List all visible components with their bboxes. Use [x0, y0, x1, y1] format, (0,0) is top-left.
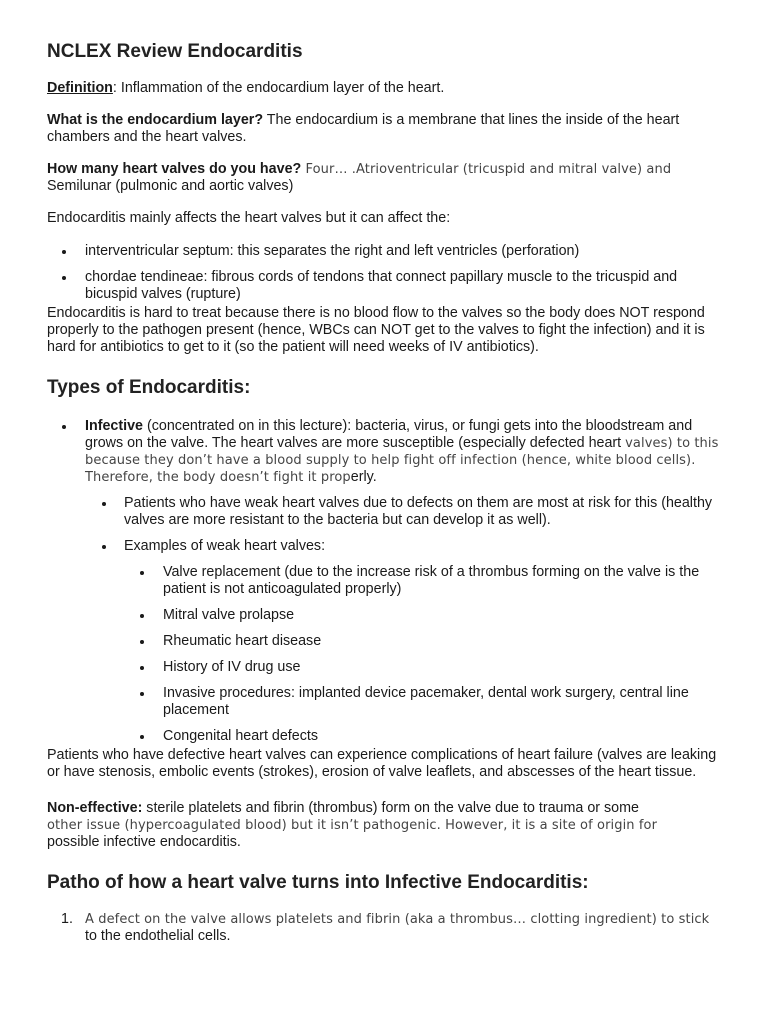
non-effective-label: Non-effective: — [47, 800, 143, 816]
bullet-icon — [140, 614, 144, 618]
bullet-icon — [140, 735, 144, 739]
patho-list — [47, 911, 722, 945]
endocardium-paragraph — [47, 112, 722, 146]
list-item: Examples of weak heart valves: — [47, 538, 722, 555]
page-title: NCLEX Review Endocarditis — [47, 41, 303, 62]
bullet-icon — [140, 666, 144, 670]
affects-list — [47, 243, 722, 303]
valves-question: How many heart valves do you have? — [47, 161, 302, 177]
list-item: Mitral valve prolapse — [47, 607, 722, 624]
definition-paragraph — [47, 80, 722, 97]
list-item: chordae tendineae: fibrous cords of tendons that connect papillary muscle to the tricuspid and bicuspid valves (rupture) — [47, 269, 722, 303]
bullet-icon — [102, 502, 106, 506]
list-item: interventricular septum: this separates the right and left ventricles (perforation) — [47, 243, 722, 260]
definition-label: Definition — [47, 80, 113, 96]
patho-heading: Patho of how a heart valve turns into Infective Endocarditis: — [47, 872, 589, 893]
infective-label: Infective — [85, 418, 144, 434]
valves-answer-b: Semilunar (pulmonic and aortic valves) — [47, 178, 294, 194]
step-number: 1. — [61, 911, 73, 927]
bullet-icon — [102, 545, 106, 549]
bullet-icon — [140, 640, 144, 644]
types-list — [47, 418, 722, 745]
bullet-icon — [62, 276, 66, 280]
bullet-icon — [62, 425, 66, 429]
list-item: Congenital heart defects — [47, 728, 722, 745]
list-item: Invasive procedures: implanted device pacemaker, dental work surgery, central line placement — [47, 685, 722, 719]
non-effective-paragraph: Non-effective: sterile platelets and fibrin (thrombus) form on the valve due to trauma or some other issue (hypercoagulated blood) but it isn’t pathogenic. However, it is a site of origin for possible infective endocarditis. — [47, 800, 658, 850]
bullet-icon — [140, 692, 144, 696]
list-item: 1. A defect on the valve allows platelets and fibrin (aka a thrombus… clotting ingredient) to stick to the endothelial cells. — [61, 911, 710, 944]
valves-answer-a: Four… .Atrioventricular (tricuspid and mitral valve) and — [301, 162, 672, 177]
bullet-icon — [140, 571, 144, 575]
valves-paragraph — [47, 161, 722, 195]
hard-to-treat-paragraph: Endocarditis is hard to treat because there is no blood flow to the valves so the body does NOT respond properly to the pathogen present (hence, WBCs can NOT get to the valves to fight the infection) and it is hard for antibiotics to get to it (so the patient will need weeks of IV antibiotics). — [47, 305, 705, 355]
endocardium-question: What is the endocardium layer? — [47, 112, 264, 128]
bullet-icon — [62, 250, 66, 254]
list-item: Rheumatic heart disease — [47, 633, 722, 650]
list-item: History of IV drug use — [47, 659, 722, 676]
definition-text: : Inflammation of the endocardium layer of the heart. — [112, 80, 445, 96]
list-item-infective: Infective (concentrated on in this lecture): bacteria, virus, or fungi gets into the bloodstream and grows on the valve. The heart valves are more susceptible (especially defected heart valves) to this because they don’t have a blood supply to help fight off infection (hence, white blood cells). Therefore, the body doesn’t fight it properly. — [47, 418, 722, 486]
list-item: Valve replacement (due to the increase risk of a thrombus forming on the valve is the patient is not anticoagulated properly) — [47, 564, 722, 598]
list-item: Patients who have weak heart valves due to defects on them are most at risk for this (healthy valves are more resistant to the bacteria but can develop it as well). — [47, 495, 722, 529]
endocardium-answer: The endocardium is a membrane that lines the inside of the heart chambers and the heart valves. — [47, 112, 680, 145]
types-heading: Types of Endocarditis: — [47, 377, 251, 398]
affects-intro: Endocarditis mainly affects the heart valves but it can affect the: — [47, 210, 451, 226]
complications-paragraph: Patients who have defective heart valves can experience complications of heart failure (valves are leaking or have stenosis, embolic events (strokes), erosion of valve leaflets, and abscesses of the heart tissue. — [47, 747, 717, 780]
